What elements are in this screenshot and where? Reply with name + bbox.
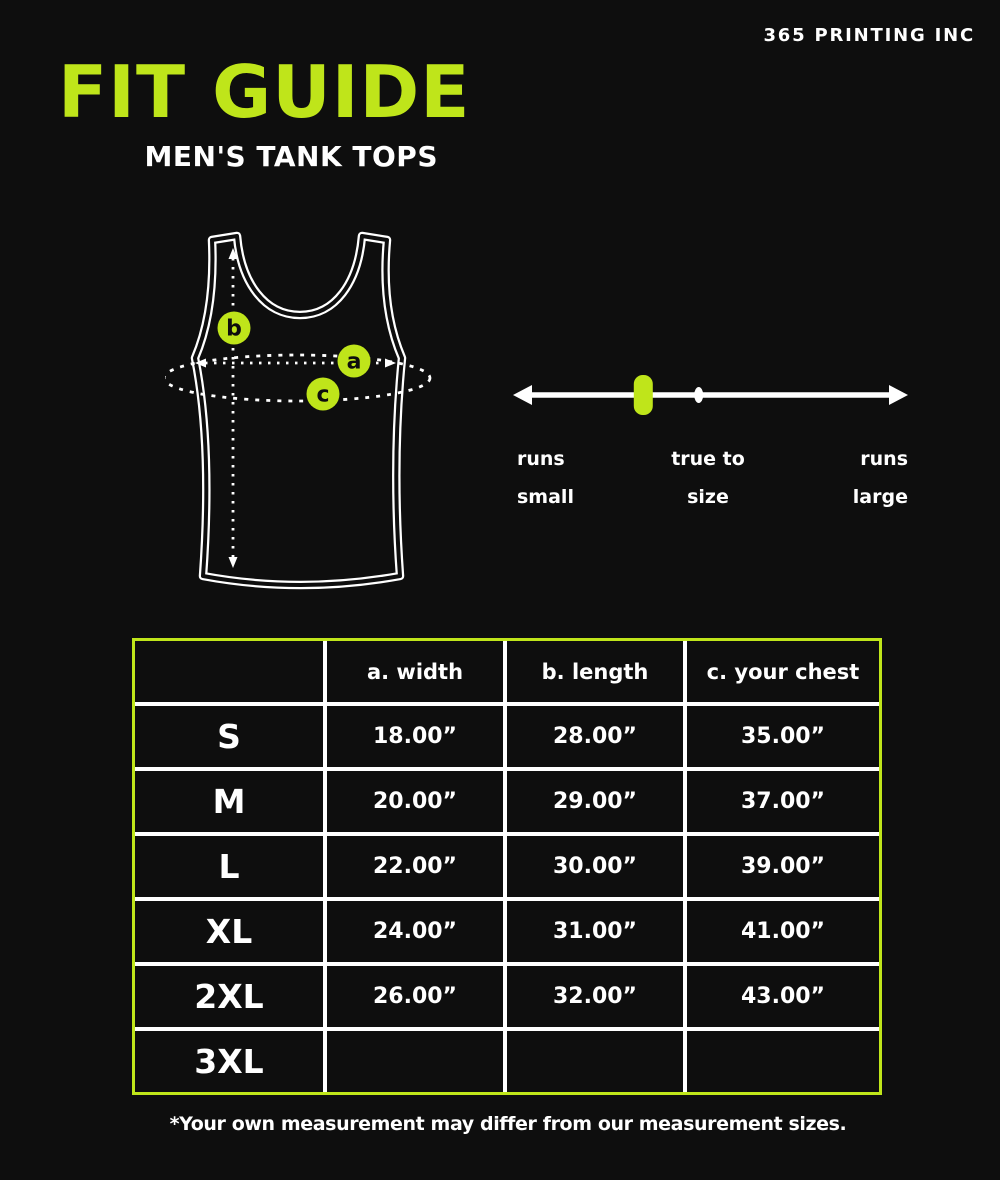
width-value-2xl: 26.00” (327, 966, 503, 1027)
width-value-3xl (327, 1031, 503, 1092)
brand-text: 365 PRINTING INC (763, 25, 975, 46)
size-label-m: M (135, 771, 323, 832)
measurement-disclaimer: *Your own measurement may differ from our measurement sizes. (169, 1113, 847, 1135)
fit-scale (505, 372, 915, 422)
size-label-2xl: 2XL (135, 966, 323, 1027)
table-header-your-chest: c. your chest (687, 641, 879, 702)
fit-scale-center-tick (694, 387, 703, 403)
length-value-2xl: 32.00” (507, 966, 683, 1027)
tank-outline-inner (195, 236, 402, 585)
width-value-s: 18.00” (327, 706, 503, 767)
table-header-width: a. width (327, 641, 503, 702)
width-value-m: 20.00” (327, 771, 503, 832)
chest-value-3xl (687, 1031, 879, 1092)
runs-small-line1: runs (517, 448, 565, 470)
page-title: FIT GUIDE (58, 50, 471, 134)
true-to-size-label (640, 431, 776, 507)
marker-a-label: a (346, 349, 362, 375)
runs-large-label (820, 431, 908, 507)
length-value-s: 28.00” (507, 706, 683, 767)
size-label-xl: XL (135, 901, 323, 962)
runs-large-line2: large (852, 486, 908, 508)
runs-small-label (517, 431, 574, 507)
size-table (132, 638, 882, 1095)
length-value-m: 29.00” (507, 771, 683, 832)
table-header-blank (135, 641, 323, 702)
size-label-3xl: 3XL (135, 1031, 323, 1092)
length-value-3xl (507, 1031, 683, 1092)
tank-outline (195, 236, 402, 585)
scale-arrow-left-icon (513, 385, 532, 405)
width-value-xl: 24.00” (327, 901, 503, 962)
chest-value-xl: 41.00” (687, 901, 879, 962)
chest-value-2xl: 43.00” (687, 966, 879, 1027)
chest-value-s: 35.00” (687, 706, 879, 767)
tank-top-illustration (165, 228, 455, 600)
arrow-down-icon (229, 557, 238, 568)
true-to-size-line2: size (687, 486, 729, 508)
table-header-length: b. length (507, 641, 683, 702)
true-to-size-line1: true to (671, 448, 745, 470)
fit-scale-marker (634, 375, 653, 415)
marker-b-label: b (226, 316, 242, 342)
page-subtitle: MEN'S TANK TOPS (144, 140, 438, 173)
chest-value-l: 39.00” (687, 836, 879, 897)
length-value-xl: 31.00” (507, 901, 683, 962)
runs-large-line1: runs (860, 448, 908, 470)
runs-small-line2: small (517, 486, 574, 508)
marker-c-label: c (316, 382, 330, 408)
size-label-l: L (135, 836, 323, 897)
size-label-s: S (135, 706, 323, 767)
chest-value-m: 37.00” (687, 771, 879, 832)
width-value-l: 22.00” (327, 836, 503, 897)
scale-arrow-right-icon (889, 385, 908, 405)
length-value-l: 30.00” (507, 836, 683, 897)
